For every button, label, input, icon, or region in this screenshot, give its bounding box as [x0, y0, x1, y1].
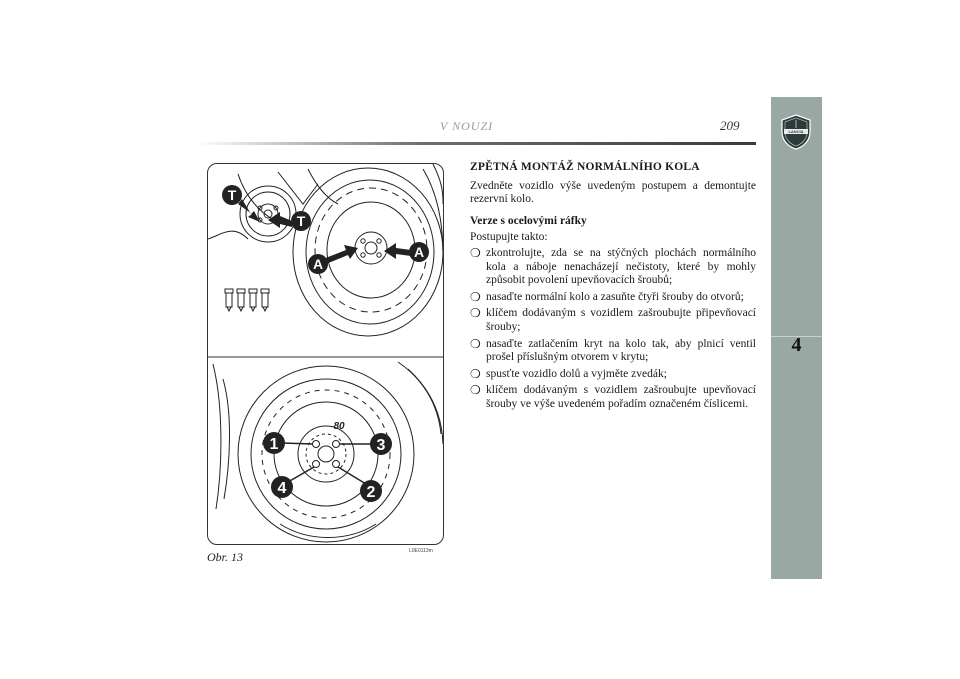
steps-list: [470, 247, 756, 412]
list-item: ❍ spusťte vozidlo dolů a vyjměte zvedák;: [470, 366, 667, 381]
bolt-icon: [249, 289, 257, 311]
callout-2: 2: [366, 484, 376, 501]
bullet-icon: ❍: [470, 383, 481, 398]
speed-mark: 80: [333, 421, 345, 432]
bullet-icon: ❍: [470, 245, 481, 260]
bolt-icon: [237, 289, 245, 311]
callout-1: 1: [269, 436, 279, 453]
bullet-icon: ❍: [470, 336, 481, 351]
list-item: ❍ zkontrolujte, zda se na stýčných plochách normálního kola a náboje nenacházejí nečistoty, které by mohly způsobit povolení upevňovacích šroubů;: [470, 245, 756, 287]
header-rule: [196, 142, 756, 145]
callout-t-top: T: [227, 187, 237, 203]
lancia-shield-icon: [780, 114, 812, 150]
subheading: Verze s ocelovými ráfky: [470, 214, 587, 227]
arrow-a-callouts: [308, 242, 429, 274]
list-item: ❍ klíčem dodávaným s vozidlem zašroubujte připevňovací šrouby;: [470, 306, 756, 333]
bottom-panel: [213, 362, 443, 542]
bolt-icon: [225, 289, 233, 311]
callout-a-right: A: [413, 244, 425, 260]
bolt-icon: [261, 289, 269, 311]
bullet-icon: ❍: [470, 289, 481, 304]
list-item: ❍ nasaďte zatlačením kryt na kolo tak, aby plnicí ventil prošel příslušným otvorem v krytu;: [470, 336, 756, 364]
callout-4: 4: [277, 480, 287, 497]
section-heading: ZPĚTNÁ MONTÁŽ NORMÁLNÍHO KOLA: [470, 161, 700, 173]
list-item: ❍ nasaďte normální kolo a zasuňte čtyři šrouby do otvorů;: [470, 289, 744, 304]
bullet-icon: ❍: [470, 306, 481, 321]
logo-text: LANCIA: [788, 129, 804, 134]
intro-paragraph: Zvedněte vozidlo výše uvedeným postupem a demontujte rezervní kolo.: [470, 179, 756, 206]
chapter-number: 4: [791, 334, 802, 356]
callout-t-right: T: [296, 213, 306, 229]
running-head: V NOUZI: [440, 119, 494, 133]
figure-code: L0E0113m: [409, 548, 433, 554]
tightening-order-callouts: [282, 443, 374, 484]
callout-3: 3: [376, 437, 386, 454]
callout-a-left: A: [312, 256, 324, 272]
lead-text: Postupujte takto:: [470, 231, 548, 244]
figure-caption: Obr. 13: [207, 550, 244, 564]
bullet-icon: ❍: [470, 366, 481, 381]
wheel-figure: [207, 163, 444, 545]
list-item: ❍ klíčem dodávaným s vozidlem zašroubujte upevňovací šrouby ve výše uvedeném pořadím označeném číslicemi.: [470, 383, 756, 410]
wheel-illustration: [208, 164, 443, 544]
loose-bolts: [225, 289, 269, 311]
page-number: 209: [720, 118, 740, 133]
article-body: [470, 161, 756, 415]
